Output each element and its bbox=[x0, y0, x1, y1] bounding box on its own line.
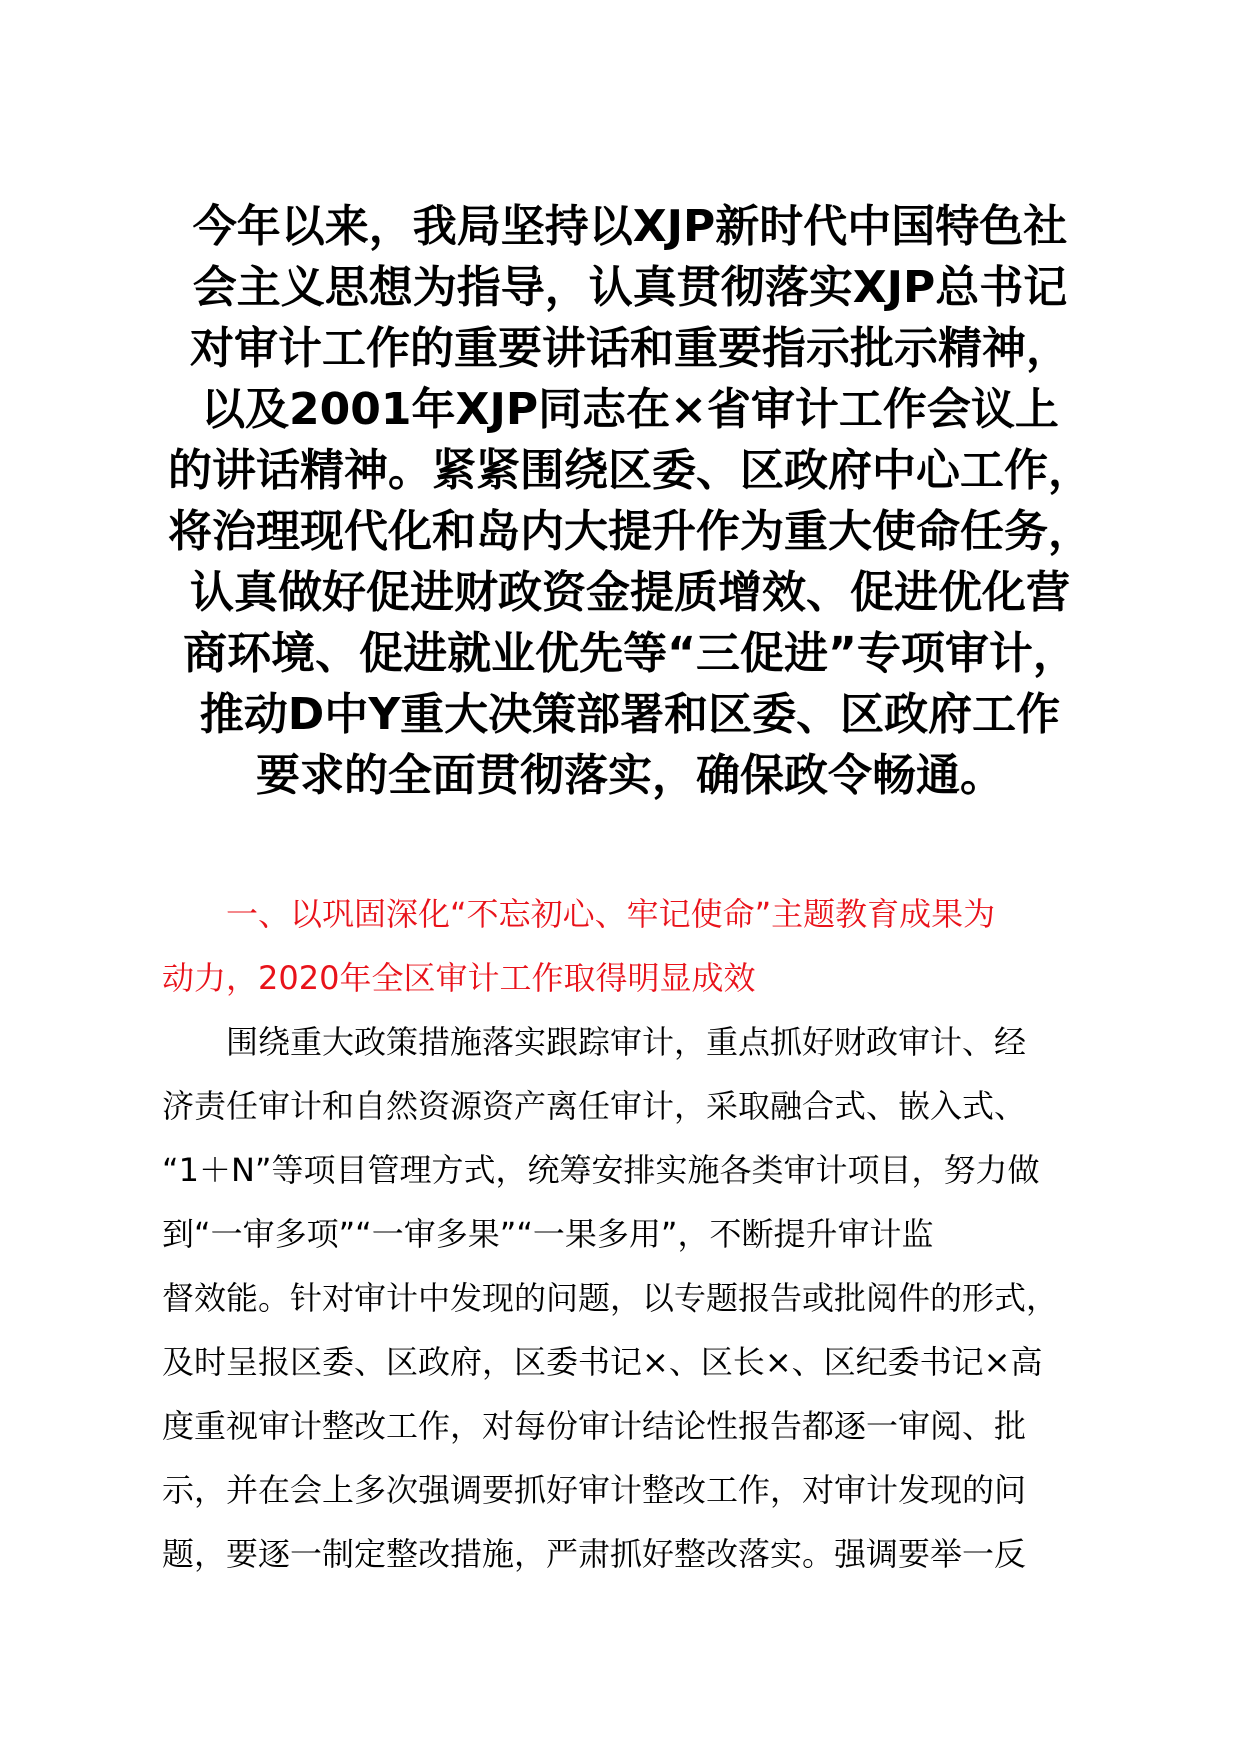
section-heading bbox=[162, 882, 1102, 1010]
intro-line: 要求的全面贯彻落实，确保政令畅通。 bbox=[256, 750, 1004, 801]
intro-line: 对审计工作的重要讲话和重要指示批示精神， bbox=[190, 323, 1070, 374]
heading-line: 一、以巩固深化“不忘初心、牢记使命”主题教育成果为 bbox=[226, 895, 996, 933]
body-paragraph bbox=[162, 1010, 1122, 1586]
intro-line: 以及2001年XJP同志在×省审计工作会议上 bbox=[201, 384, 1059, 435]
body-line: 示，并在会上多次强调要抓好审计整改工作，对审计发现的问 bbox=[162, 1471, 1027, 1509]
body-line: 及时呈报区委、区政府，区委书记×、区长×、区纪委书记×高 bbox=[162, 1343, 1043, 1381]
body-line: 题，要逐一制定整改措施，严肃抓好整改落实。强调要举一反 bbox=[162, 1535, 1027, 1573]
body-line: 度重视审计整改工作，对每份审计结论性报告都逐一审阅、批 bbox=[162, 1407, 1027, 1445]
body-line: “1＋N”等项目管理方式，统筹安排实施各类审计项目，努力做 bbox=[162, 1151, 1040, 1189]
body-line: 督效能。针对审计中发现的问题，以专题报告或批阅件的形式， bbox=[162, 1279, 1059, 1317]
intro-line: 认真做好促进财政资金提质增效、促进优化营 bbox=[190, 567, 1070, 618]
body-line: 济责任审计和自然资源资产离任审计，采取融合式、嵌入式、 bbox=[162, 1087, 1027, 1125]
body-line: 到“一审多项”“一审多果”“一果多用”，不断提升审计监 bbox=[162, 1215, 934, 1253]
body-line: 围绕重大政策措施落实跟踪审计，重点抓好财政审计、经 bbox=[226, 1023, 1027, 1061]
intro-line: 的讲话精神。紧紧围绕区委、区政府中心工作， bbox=[168, 445, 1092, 496]
heading-line: 动力，2020年全区审计工作取得明显成效 bbox=[162, 959, 756, 997]
intro-line: 商环境、促进就业优先等“三促进”专项审计， bbox=[183, 628, 1077, 679]
intro-line: 今年以来，我局坚持以XJP新时代中国特色社 bbox=[192, 201, 1068, 252]
intro-line: 将治理现代化和岛内大提升作为重大使命任务， bbox=[168, 506, 1092, 557]
intro-line: 会主义思想为指导，认真贯彻落实XJP总书记 bbox=[192, 262, 1068, 313]
intro-line: 推动D中Y重大决策部署和区委、区政府工作 bbox=[199, 689, 1061, 740]
intro-paragraph bbox=[150, 196, 1110, 806]
